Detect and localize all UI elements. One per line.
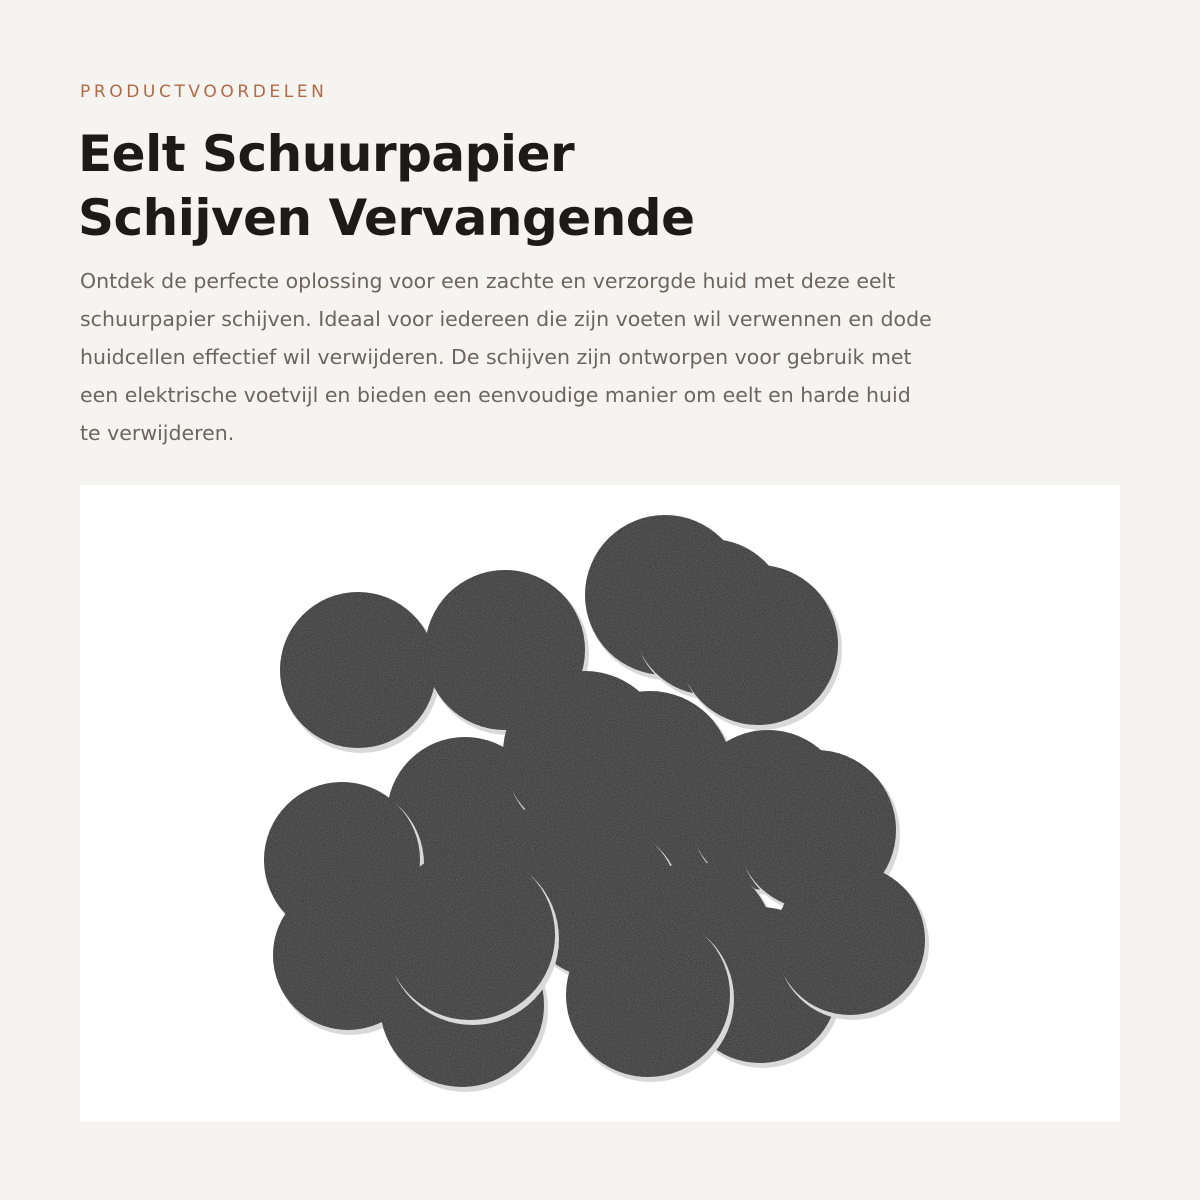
product-image-sanding-discs	[80, 485, 1120, 1122]
description-line: Ontdek de perfecte oplossing voor een zachte en verzorgde huid met deze eelt	[80, 269, 896, 293]
description-line: schuurpapier schijven. Ideaal voor iedereen die zijn voeten wil verwennen en dode	[80, 307, 932, 331]
eyebrow-label: PRODUCTVOORDELEN	[80, 82, 328, 102]
title-line: Schijven Vervangende	[78, 189, 695, 247]
sanding-disc	[280, 592, 436, 748]
description-line: te verwijderen.	[80, 421, 235, 445]
sanding-disc	[775, 865, 925, 1015]
page-title	[78, 122, 695, 250]
product-image-panel	[80, 485, 1120, 1122]
title-line: Eelt Schuurpapier	[78, 125, 575, 183]
description-line: een elektrische voetvijl en bieden een eenvoudige manier om eelt en harde huid	[80, 383, 911, 407]
sanding-disc	[566, 913, 730, 1077]
sanding-disc	[385, 850, 555, 1020]
description-line: huidcellen effectief wil verwijderen. De schijven zijn ontworpen voor gebruik met	[80, 345, 912, 369]
sanding-disc	[678, 565, 838, 725]
product-description	[80, 262, 1040, 452]
